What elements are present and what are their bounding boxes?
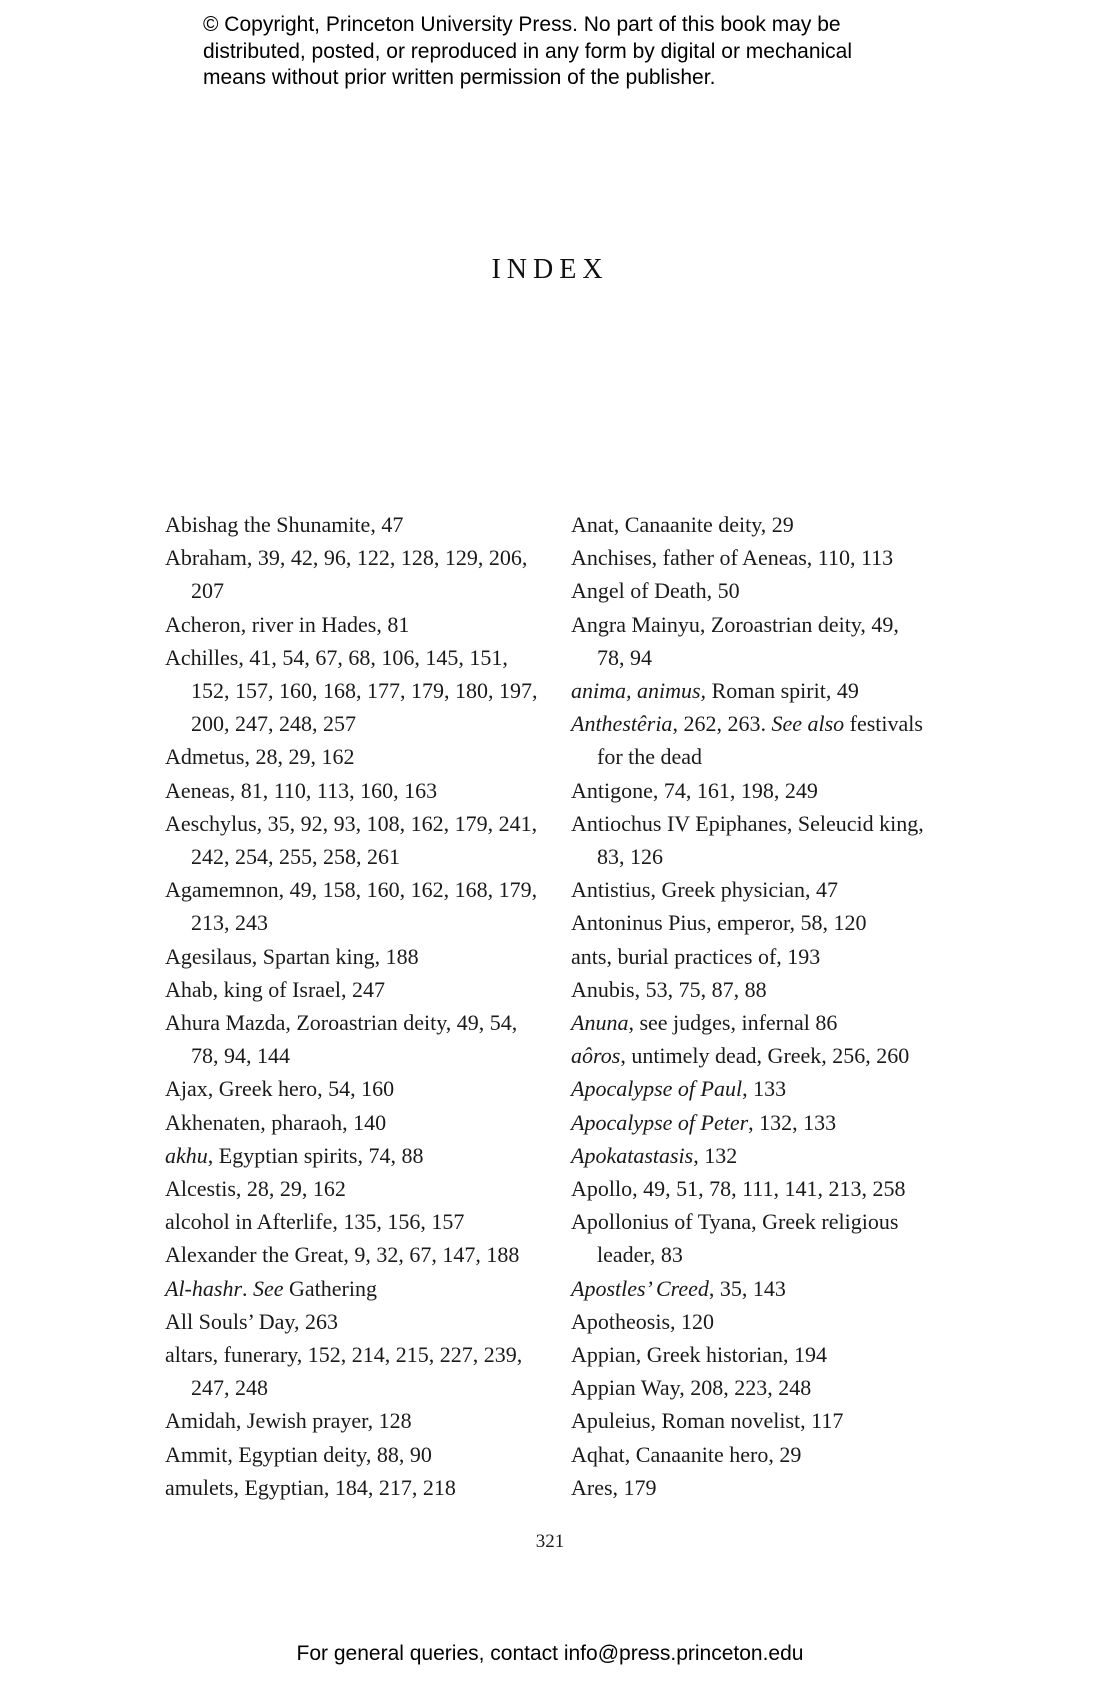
index-entry — [571, 1338, 931, 1371]
index-entry — [571, 873, 931, 906]
index-locators: . — [242, 1275, 253, 1301]
index-term: Al-hashr — [165, 1275, 242, 1301]
footer-contact: For general queries, contact info@press.princeton.edu — [296, 1642, 804, 1665]
index-entry — [165, 1438, 545, 1471]
index-locators: , Egyptian spirits, 74, 88 — [207, 1142, 424, 1168]
index-entry — [571, 608, 931, 674]
index-column-left — [165, 508, 545, 1504]
index-entry — [571, 1272, 931, 1305]
index-locators: , river in Hades, 81 — [240, 611, 410, 637]
index-locators: , 262, 263. — [672, 711, 772, 737]
index-term: ants — [571, 943, 607, 969]
index-entry — [571, 508, 931, 541]
index-locators: , 39, 42, 96, 122, 128, 129, 206, 207 — [191, 545, 528, 604]
copyright-line: means without prior written permission of the publisher. — [203, 66, 716, 89]
index-term: Angel of Death — [571, 578, 707, 604]
index-entry — [165, 1338, 545, 1404]
copyright-line: distributed, posted, or reproduced in any form by digital or mechanical — [203, 39, 853, 63]
index-locators: , king of Israel, 247 — [212, 976, 385, 1002]
index-term: Antoninus Pius — [571, 910, 707, 936]
index-term: Amidah — [165, 1408, 236, 1434]
index-entry — [571, 1172, 931, 1205]
index-entry — [571, 906, 931, 939]
index-term: Anat — [571, 512, 614, 537]
index-entry — [165, 873, 545, 939]
index-entry — [571, 1039, 931, 1072]
index-column-right — [571, 508, 931, 1504]
see-reference: See also — [771, 711, 845, 737]
index-term: Achilles — [165, 644, 239, 670]
index-entry — [571, 1404, 931, 1437]
index-locators: , 50 — [706, 578, 740, 604]
index-entry — [165, 807, 545, 873]
index-locators: , 81, 110, 113, 160, 163 — [229, 777, 438, 803]
index-term: Alcestis — [165, 1176, 236, 1202]
index-locators: , 47 — [370, 512, 404, 537]
index-entry — [571, 1139, 931, 1172]
index-entry — [571, 707, 931, 773]
index-locators: , Egyptian deity, 88, 90 — [227, 1441, 432, 1467]
index-locators: , Greek physician, 47 — [650, 877, 839, 903]
index-term: altars — [165, 1342, 213, 1368]
page-title: INDEX — [491, 254, 609, 285]
index-term: Aqhat — [571, 1441, 625, 1467]
index-term: Aeschylus — [165, 810, 257, 836]
index-term: Ahura Mazda — [165, 1010, 286, 1036]
index-entry — [571, 774, 931, 807]
index-term: Anchises — [571, 545, 652, 571]
index-term: amulets — [165, 1474, 234, 1500]
index-term: Aeneas — [165, 777, 230, 803]
index-locators: , Roman novelist, 117 — [650, 1408, 844, 1434]
index-term: Anubis — [571, 976, 635, 1002]
index-entry — [571, 1106, 931, 1139]
index-locators: , 9, 32, 67, 147, 188 — [343, 1242, 520, 1268]
index-entry — [165, 508, 545, 541]
index-locators: , untimely dead, Greek, 256, 260 — [620, 1043, 910, 1069]
index-entry — [165, 1172, 545, 1205]
see-reference: See — [253, 1275, 284, 1301]
index-entry — [571, 1438, 931, 1471]
index-term: Apostles’ Creed — [571, 1275, 709, 1301]
index-entry — [571, 1205, 931, 1271]
copyright-line: © Copyright, Princeton University Press. No part of this book may be — [203, 13, 841, 36]
index-entry — [165, 1072, 545, 1105]
index-locators: , 53, 75, 87, 88 — [634, 976, 767, 1002]
index-locators: , 120 — [670, 1308, 714, 1334]
index-locators: , 41, 54, 67, 68, 106, 145, 151, 152, 157, 160, 168, 177, 179, 180, 197, 200, 247, 248, 257 — [191, 644, 538, 737]
index-locators: , burial practices of, 193 — [606, 943, 821, 969]
index-term: Agamemnon — [165, 877, 279, 903]
index-entry — [571, 1305, 931, 1338]
index-entry — [571, 940, 931, 973]
index-entry — [165, 1471, 545, 1504]
index-term: Apollo — [571, 1176, 633, 1202]
index-locators: , Seleucid king, 83, 126 — [597, 810, 924, 870]
index-locators: , 49, 51, 78, 111, 141, 213, 258 — [632, 1176, 906, 1202]
index-entry — [571, 807, 931, 873]
index-entry — [165, 1205, 545, 1238]
index-locators: , Egyptian, 184, 217, 218 — [233, 1474, 456, 1500]
index-locators: , 263 — [293, 1308, 338, 1334]
index-term: aôros — [571, 1043, 621, 1069]
index-term: Antiochus IV Epiphanes — [571, 810, 787, 836]
index-entry — [165, 740, 545, 773]
index-locators: , 179 — [612, 1474, 657, 1500]
index-term: alcohol in Afterlife — [165, 1209, 333, 1235]
index-entry — [571, 574, 931, 607]
index-term: akhu — [165, 1142, 208, 1168]
index-locators: , Greek hero, 54, 160 — [207, 1076, 395, 1102]
index-entry — [165, 541, 545, 607]
index-term: Akhenaten — [165, 1109, 261, 1135]
index-term: Apollonius of Tyana — [571, 1209, 752, 1235]
index-term: Angra Mainyu — [571, 611, 700, 637]
index-locators: , funerary, 152, 214, 215, 227, 239, 247, 248 — [191, 1342, 523, 1401]
index-entry — [165, 1006, 545, 1072]
index-locators: , father of Aeneas, 110, 113 — [651, 545, 894, 571]
index-entry — [165, 774, 545, 807]
index-term: Alexander the Great — [165, 1242, 344, 1268]
see-target: festivals for the dead — [597, 711, 923, 770]
index-entry — [165, 1139, 545, 1172]
index-locators: , 132, 133 — [748, 1109, 837, 1135]
index-locators: , see judges, infernal 86 — [628, 1010, 838, 1036]
index-locators: , 133 — [742, 1076, 787, 1102]
index-term: Appian Way — [571, 1375, 680, 1401]
index-term: Ahab — [165, 976, 213, 1002]
index-term: All Souls’ Day — [165, 1308, 294, 1334]
index-locators: , 35, 143 — [708, 1275, 786, 1301]
index-entry — [165, 940, 545, 973]
index-locators: , Greek religious leader, 83 — [597, 1209, 899, 1268]
index-locators: , 132 — [693, 1142, 738, 1168]
index-term: Abishag the Shunamite — [165, 512, 371, 537]
index-locators: , 74, 161, 198, 249 — [652, 777, 818, 803]
copyright-notice — [203, 12, 963, 92]
index-term: Ajax — [165, 1076, 208, 1102]
index-locators: , 49, 158, 160, 162, 168, 179, 213, 243 — [191, 877, 538, 936]
see-target: Gathering — [283, 1275, 377, 1301]
index-term: Appian — [571, 1342, 636, 1368]
page-number: 321 — [535, 1531, 565, 1552]
index-term: Ammit — [165, 1441, 228, 1467]
index-term: Apotheosis — [571, 1308, 670, 1334]
index-entry — [165, 973, 545, 1006]
index-entry — [571, 1471, 931, 1504]
index-term: Acheron — [165, 611, 241, 637]
index-entry — [165, 608, 545, 641]
index-term: Anuna — [571, 1010, 629, 1036]
index-term: Antigone — [571, 777, 653, 803]
index-locators: , 35, 92, 93, 108, 162, 179, 241, 242, 254, 255, 258, 261 — [191, 810, 538, 870]
index-term: Antistius — [571, 877, 651, 903]
index-term: Ares — [571, 1474, 613, 1500]
index-entry — [571, 1371, 931, 1404]
index-entry — [165, 1272, 545, 1305]
index-entry — [165, 641, 545, 741]
index-term: Agesilaus — [165, 943, 252, 969]
index-locators: , Canaanite hero, 29 — [624, 1441, 802, 1467]
index-entry — [165, 1305, 545, 1338]
index-entry — [571, 1072, 931, 1105]
index-term: Apocalypse of Paul — [571, 1076, 743, 1102]
index-locators: , 28, 29, 162 — [235, 1176, 346, 1202]
index-term: Apuleius — [571, 1408, 651, 1434]
index-locators: , 208, 223, 248 — [679, 1375, 812, 1401]
index-term: Abraham — [165, 545, 247, 571]
index-locators: , Spartan king, 188 — [251, 943, 419, 969]
index-entry — [571, 541, 931, 574]
index-entry — [571, 674, 931, 707]
index-locators: , 28, 29, 162 — [244, 744, 355, 770]
index-locators: , Zoroastrian deity, 49, 54, 78, 94, 144 — [191, 1010, 518, 1069]
index-entry — [165, 1404, 545, 1437]
index-locators: , Zoroastrian deity, 49, 78, 94 — [597, 611, 899, 670]
index-term: Apocalypse of Peter — [571, 1109, 749, 1135]
index-locators: , Greek historian, 194 — [635, 1342, 827, 1368]
index-locators: Roman spirit, 49 — [706, 678, 859, 704]
index-entry — [165, 1106, 545, 1139]
index-entry — [165, 1238, 545, 1271]
index-term: Admetus — [165, 744, 245, 770]
index-locators: , 135, 156, 157 — [332, 1209, 465, 1235]
index-entry — [571, 1006, 931, 1039]
index-entry — [571, 973, 931, 1006]
index-locators: , pharaoh, 140 — [260, 1109, 387, 1135]
index-term: Apokatastasis — [571, 1142, 694, 1168]
index-term: Anthestêria — [571, 711, 673, 737]
index-locators: , Canaanite deity, 29 — [613, 512, 794, 537]
index-locators: , emperor, 58, 120 — [706, 910, 867, 936]
index-term: anima, animus, — [571, 678, 707, 704]
index-locators: , Jewish prayer, 128 — [235, 1408, 412, 1434]
